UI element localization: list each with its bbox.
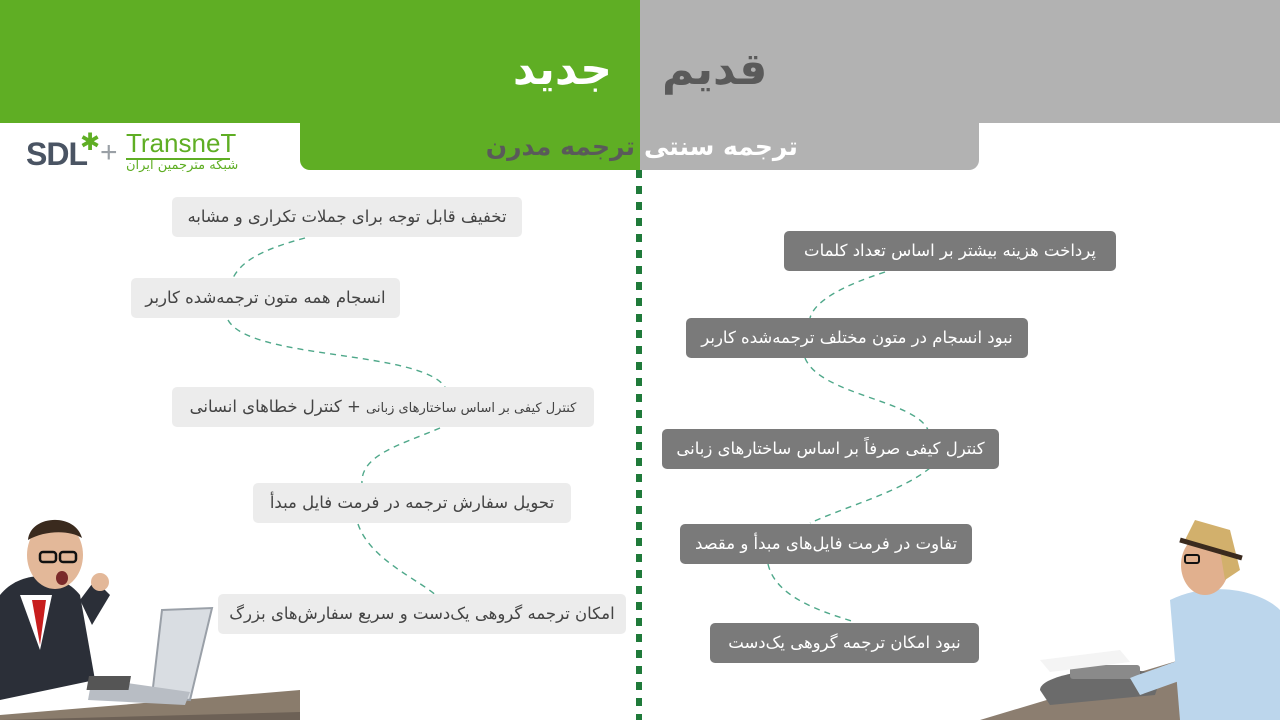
subtitle-new: ترجمه مدرن bbox=[485, 132, 635, 161]
new-item-group-translation: امکان ترجمه گروهی یک‌دست و سریع سفارش‌های بزرگ bbox=[218, 594, 626, 634]
connector-new-1 bbox=[232, 238, 305, 280]
laptop-keyboard bbox=[86, 676, 130, 690]
new-item-consistency: انسجام همه متون ترجمه‌شده کاربر bbox=[131, 278, 400, 318]
man-with-typewriter-illustration bbox=[980, 510, 1280, 720]
new-item-quality-large: + کنترل خطاهای انسانی bbox=[189, 397, 361, 416]
old-item-inconsistency: نبود انسجام در متون مختلف ترجمه‌شده کاربر bbox=[686, 318, 1028, 358]
old-item-cost: پرداخت هزینه بیشتر بر اساس تعداد کلمات bbox=[784, 231, 1116, 271]
new-item-source-format: تحویل سفارش ترجمه در فرمت فایل مبدأ bbox=[253, 483, 571, 523]
connector-old-3 bbox=[810, 468, 930, 523]
logo-sdl-text: SDL bbox=[26, 136, 87, 172]
sdl-star-icon: ✱ bbox=[80, 128, 101, 156]
new-item-quality-control bbox=[172, 387, 594, 427]
old-item-format-difference: تفاوت در فرمت فایل‌های مبدأ و مقصد bbox=[680, 524, 972, 564]
connector-old-1 bbox=[810, 272, 885, 318]
logo-transnet-text: TransneT bbox=[126, 128, 237, 158]
man-suit bbox=[0, 576, 95, 700]
man-with-laptop-illustration bbox=[0, 500, 300, 720]
laptop-screen bbox=[152, 608, 212, 700]
title-old: قدیم bbox=[662, 44, 768, 95]
man-fist bbox=[91, 573, 109, 591]
man-mouth bbox=[56, 571, 68, 585]
title-new: جدید bbox=[512, 44, 612, 95]
subtitle-old: ترجمه سنتی bbox=[644, 132, 798, 161]
plus-icon: + bbox=[100, 136, 118, 169]
connector-new-4 bbox=[358, 524, 438, 597]
old-item-quality-control: کنترل کیفی صرفاً بر اساس ساختارهای زبانی bbox=[662, 429, 999, 469]
connector-old-2 bbox=[805, 358, 928, 430]
connector-new-3 bbox=[362, 428, 440, 484]
man-shirt-blue bbox=[1170, 589, 1280, 720]
new-item-quality-small: کنترل کیفی بر اساس ساختارهای زبانی bbox=[366, 401, 577, 416]
connector-new-2 bbox=[228, 320, 445, 387]
logo-persian-text: شبکه مترجمین ایران bbox=[126, 158, 239, 173]
connector-old-4 bbox=[768, 564, 855, 622]
old-item-no-group: نبود امکان ترجمه گروهی یک‌دست bbox=[710, 623, 979, 663]
new-item-discount: تخفیف قابل توجه برای جملات تکراری و مشابه bbox=[172, 197, 522, 237]
